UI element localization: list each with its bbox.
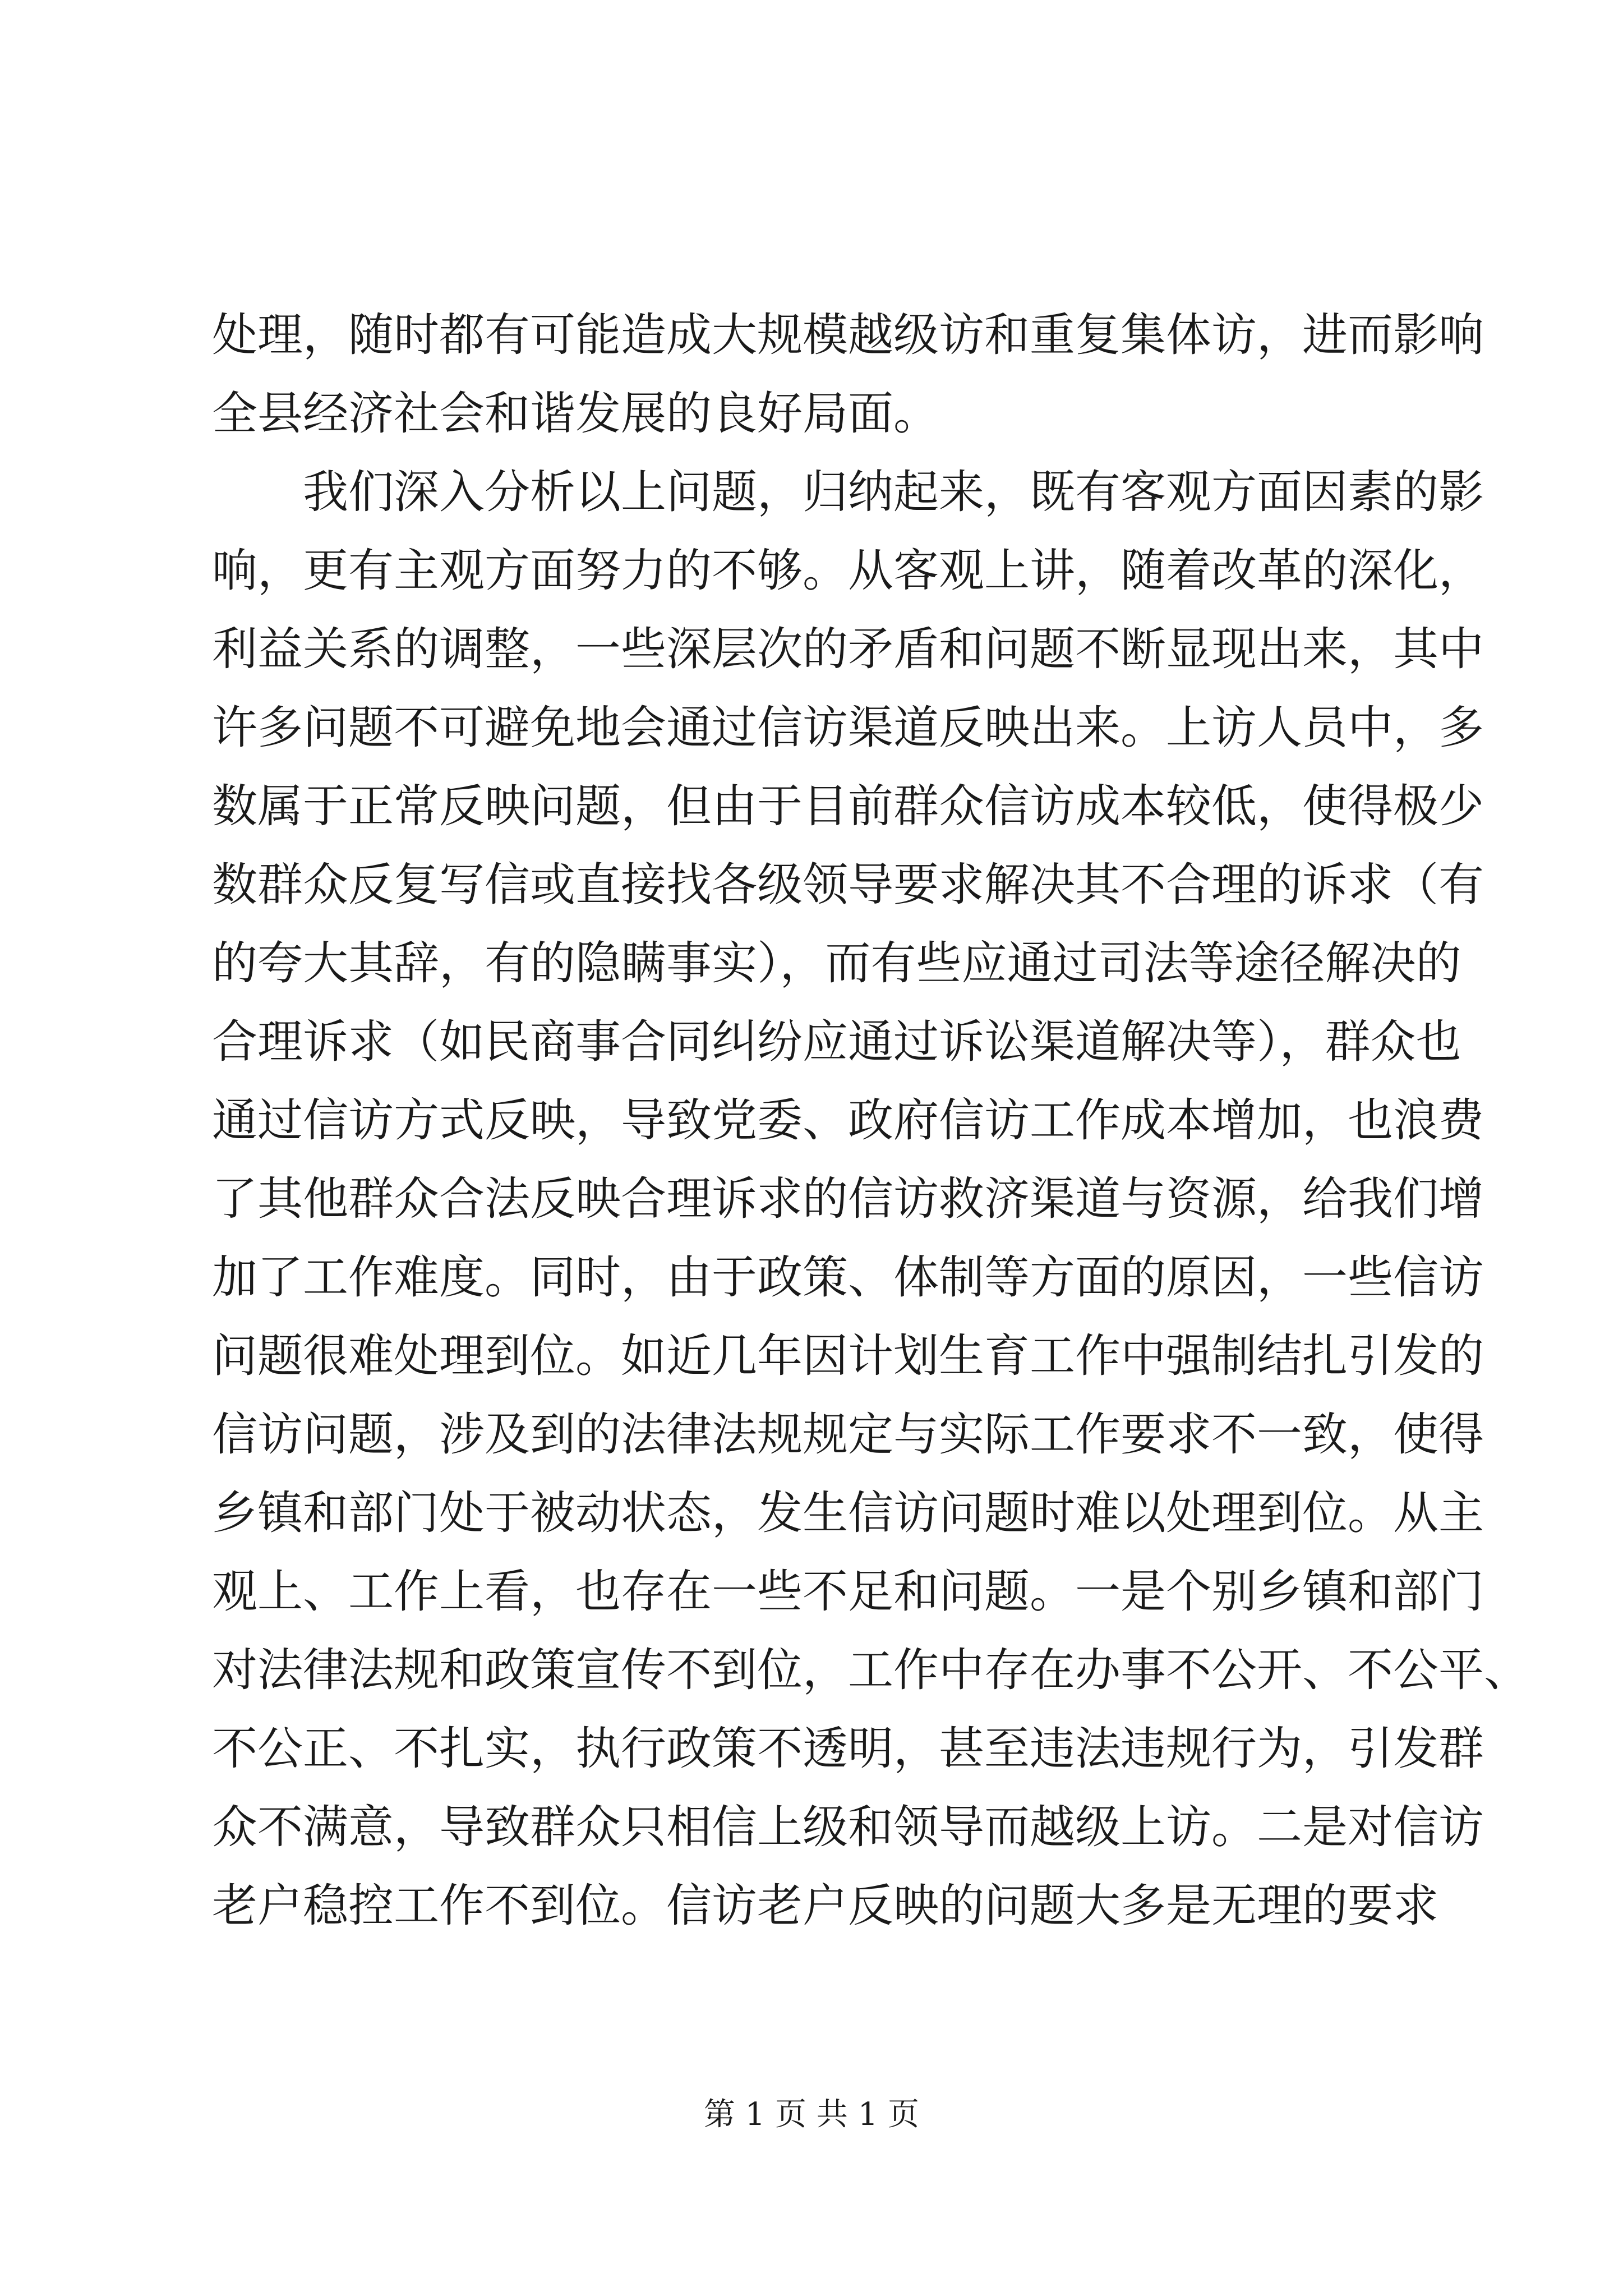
paragraph-2-line-4: 许多问题不可避免地会通过信访渠道反映出来。上访人员中，多 [212, 702, 1484, 754]
paragraph-2-line-17: 不公正、不扎实，执行政策不透明，甚至违法违规行为，引发群 [212, 1723, 1484, 1775]
paragraph-2-line-18: 众不满意，导致群众只相信上级和领导而越级上访。二是对信访 [212, 1801, 1484, 1854]
paragraph-1-line-2: 全县经济社会和谐发展的良好局面。 [212, 388, 939, 440]
paragraph-2-line-15: 观上、工作上看，也存在一些不足和问题。一是个别乡镇和部门 [212, 1566, 1484, 1618]
paragraph-2-line-5: 数属于正常反映问题，但由于目前群众信访成本较低，使得极少 [212, 780, 1484, 833]
paragraph-2-line-6: 数群众反复写信或直接找各级领导要求解决其不合理的诉求（有 [212, 859, 1484, 912]
paragraph-2-line-12: 问题很难处理到位。如近几年因计划生育工作中强制结扎引发的 [212, 1330, 1484, 1383]
paragraph-2-line-19: 老户稳控工作不到位。信访老户反映的问题大多是无理的要求 [212, 1880, 1439, 1932]
paragraph-2-line-7: 的夸大其辞，有的隐瞒事实），而有些应通过司法等途径解决的 [212, 937, 1461, 990]
paragraph-2-line-8: 合理诉求（如民商事合同纠纷应通过诉讼渠道解决等），群众也 [212, 1016, 1461, 1069]
paragraph-2-line-14: 乡镇和部门处于被动状态，发生信访问题时难以处理到位。从主 [212, 1487, 1484, 1540]
document-body [212, 296, 1530, 1945]
paragraph-2-line-10: 了其他群众合法反映合理诉求的信访救济渠道与资源，给我们增 [212, 1173, 1484, 1226]
paragraph-2-line-11: 加了工作难度。同时，由于政策、体制等方面的原因，一些信访 [212, 1251, 1484, 1304]
paragraph-2-line-1: 我们深入分析以上问题，归纳起来，既有客观方面因素的影 [303, 466, 1484, 519]
page-footer: 第 1 页 共 1 页 [703, 2096, 920, 2133]
paragraph-1-line-1: 处理，随时都有可能造成大规模越级访和重复集体访，进而影响 [212, 309, 1484, 362]
paragraph-2-line-9: 通过信访方式反映，导致党委、政府信访工作成本增加，也浪费 [212, 1094, 1484, 1147]
paragraph-2-line-3: 利益关系的调整，一些深层次的矛盾和问题不断显现出来，其中 [212, 623, 1484, 676]
paragraph-2-line-16: 对法律法规和政策宣传不到位，工作中存在办事不公开、不公平、 [212, 1644, 1530, 1697]
paragraph-2-line-13: 信访问题，涉及到的法律法规规定与实际工作要求不一致，使得 [212, 1409, 1484, 1461]
paragraph-2-line-2: 响，更有主观方面努力的不够。从客观上讲，随着改革的深化， [212, 545, 1484, 597]
